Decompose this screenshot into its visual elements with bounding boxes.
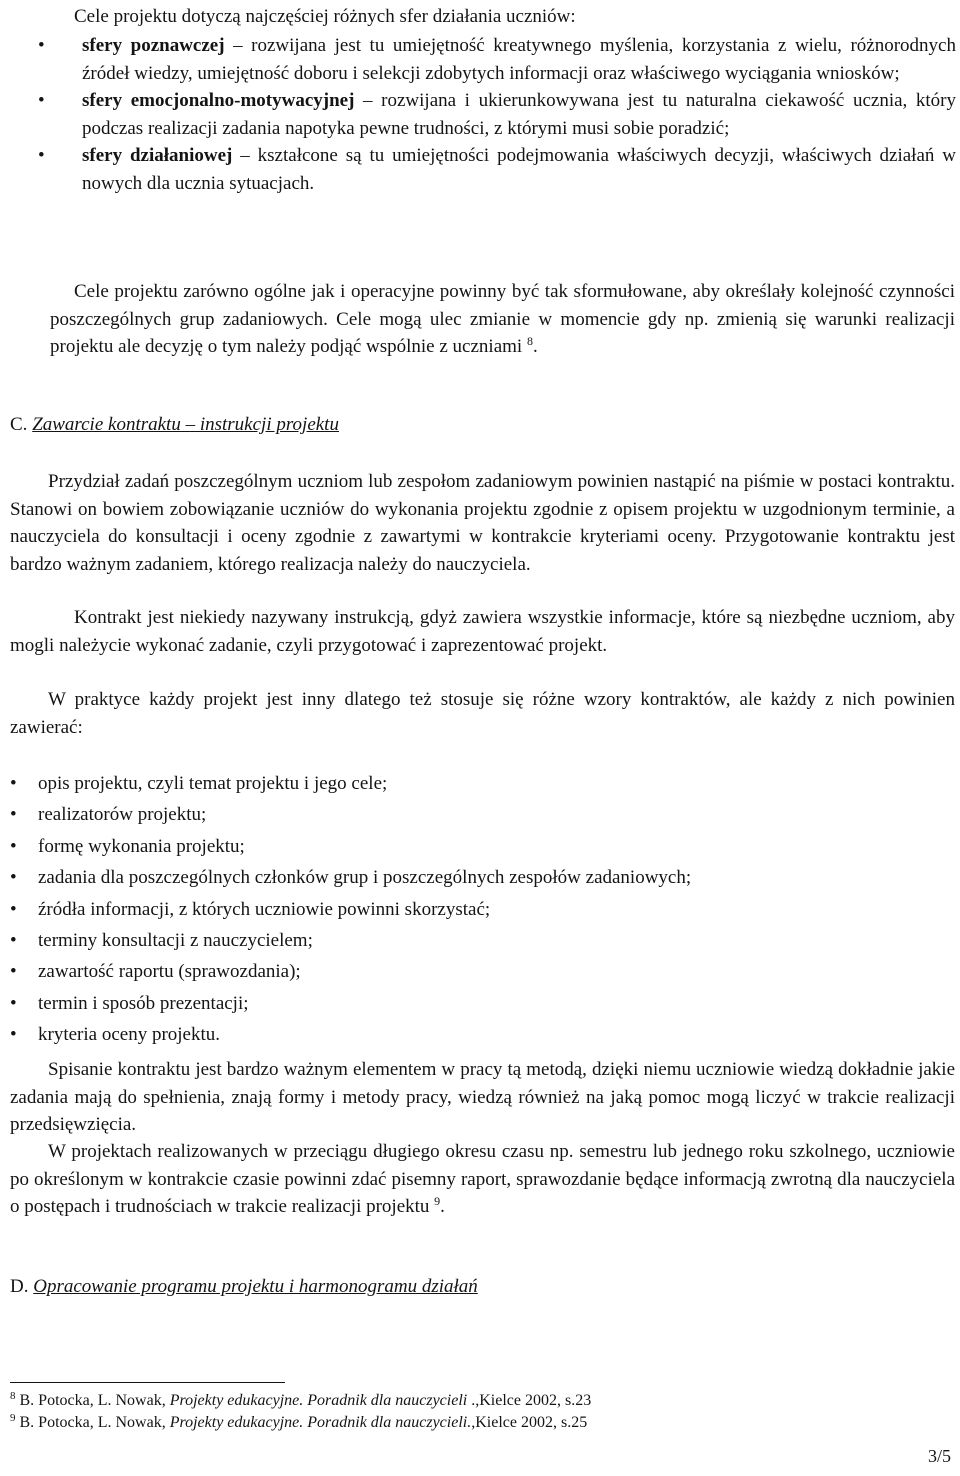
bullet-icon: •: [10, 929, 17, 951]
sphere-item: [38, 87, 956, 142]
page-number: 3/5: [928, 1446, 952, 1466]
sphere-text: – rozwijana i ukierunkowywana jest tu naturalna ciekawość ucznia, który podczas realizacji zadania napotyka pewne trudności, z którymi musi sobie poradzić;: [82, 90, 956, 139]
sphere-text: – rozwijana jest tu umiejętność kreatywnego myślenia, korzystania z wielu, różnorodnych źródeł wiedzy, umiejętność doboru i selekcji zdobytych informacji oraz właściwego wyciągania wniosków;: [82, 35, 956, 84]
bullet-icon: •: [10, 961, 17, 983]
contract-paragraph-3: W praktyce każdy projekt jest inny dlatego też stosuje się różne wzory kontraktów, ale każdy z nich powinien zawierać:: [10, 689, 955, 738]
list-item: • zawartość raportu (sprawozdania);: [10, 956, 955, 987]
footnote-8: $^8$ B. Potocka, L. Nowak, Projekty edukacyjne. Poradnik dla nauczycieli .,Kielce 2002, s.23: [10, 1390, 592, 1409]
footnote-ref-8[interactable]: 8: [526, 334, 533, 348]
contract-paragraph-1: Przydział zadań poszczególnym uczniom lub zespołom zadaniowym powinien nastąpić na piśmie w postaci kontraktu. Stanowi on bowiem zobowiązanie uczniów do wykonania projektu zgodnie z opisem projektu w uzgodnionym terminie, a nauczyciela do konsultacji i oceny zgodnie z zawartymi w kontrakcie kryteriami oceny. Przygotowanie kontraktu jest bardzo ważnym zadaniem, którego realizacja należy do nauczyciela.: [10, 471, 955, 575]
list-item: • źródła informacji, z których uczniowie powinni skorzystać;: [10, 894, 955, 925]
bullet-icon: •: [10, 867, 17, 889]
spheres-list: [38, 32, 956, 197]
list-item: • terminy konsultacji z nauczycielem;: [10, 925, 955, 956]
contract-paragraph-5: W projektach realizowanych w przeciągu długiego okresu czasu np. semestru lub jednego roku szkolnego, uczniowie po określonym w kontrakcie czasie powinni zdać pisemny raport, sprawozdanie będące informacją zwrotną dla nauczyciela o postępach i trudnościach w trakcie realizacji projektu $^9$.: [10, 1141, 955, 1217]
list-item: • kryteria oceny projektu.: [10, 1019, 955, 1050]
bullet-icon: •: [10, 835, 17, 857]
bullet-icon: •: [10, 992, 17, 1014]
bullet-icon: •: [38, 35, 45, 56]
footnote-ref-9[interactable]: 9: [434, 1194, 441, 1208]
contract-requirements-list: [10, 768, 955, 1051]
bullet-icon: •: [38, 145, 45, 166]
section-d-heading: D. Opracowanie programu projektu i harmonogramu działań: [10, 1276, 478, 1297]
bullet-icon: •: [10, 773, 17, 794]
list-item: • zadania dla poszczególnych członków grup i poszczególnych zespołów zadaniowych;: [10, 862, 955, 893]
sphere-item: [38, 32, 956, 87]
contract-paragraph-4: Spisanie kontraktu jest bardzo ważnym elementem w pracy tą metodą, dzięki niemu uczniowie wiedzą dokładnie jakie zadania mają do spełnienia, znają formy i metody pracy, wiedzą również na jaką pomoc mogą liczyć w trakcie realizacji przedsięwzięcia.: [10, 1059, 955, 1135]
section-c-title: Zawarcie kontraktu – instrukcji projektu: [32, 414, 339, 435]
section-d-title: Opracowanie programu projektu i harmonogramu działań: [33, 1276, 478, 1297]
bullet-icon: •: [10, 1024, 17, 1046]
goals-paragraph: Cele projektu zarówno ogólne jak i operacyjne powinny być tak sformułowane, aby określały kolejność czynności poszczególnych grup zadaniowych. Cele mogą ulec zmianie w momencie gdy np. zmienią się warunki realizacji projektu ale decyzję o tym należy podjąć wspólnie z uczniami $^8$.: [50, 281, 955, 357]
bullet-icon: •: [38, 90, 45, 111]
sphere-term: sfery emocjonalno-motywacyjnej: [82, 90, 355, 111]
sphere-item: [38, 142, 956, 197]
footnote-separator: [10, 1382, 285, 1383]
sphere-term: sfery poznawczej: [82, 35, 225, 56]
list-item: • formę wykonania projektu;: [10, 831, 955, 862]
list-item: • termin i sposób prezentacji;: [10, 988, 955, 1019]
list-item: • opis projektu, czyli temat projektu i jego cele;: [10, 768, 955, 799]
sphere-term: sfery działaniowej: [82, 145, 233, 166]
section-c-heading: C. Zawarcie kontraktu – instrukcji projektu: [10, 414, 339, 435]
list-item: • realizatorów projektu;: [10, 799, 955, 830]
sphere-text: – kształcone są tu umiejętności podejmowania właściwych decyzji, właściwych działań w nowych dla ucznia sytuacjach.: [82, 145, 956, 194]
bullet-icon: •: [10, 898, 17, 920]
footnote-9: $^9$ B. Potocka, L. Nowak, Projekty edukacyjne. Poradnik dla nauczycieli.,Kielce 2002, s.25: [10, 1412, 588, 1431]
bullet-icon: •: [10, 804, 17, 826]
intro-sentence: Cele projektu dotyczą najczęściej różnych sfer działania uczniów:: [74, 6, 576, 27]
contract-paragraph-2: Kontrakt jest niekiedy nazywany instrukcją, gdyż zawiera wszystkie informacje, które są niezbędne uczniom, aby mogli należycie wykonać zadanie, czyli przygotować i zaprezentować projekt.: [10, 607, 955, 656]
